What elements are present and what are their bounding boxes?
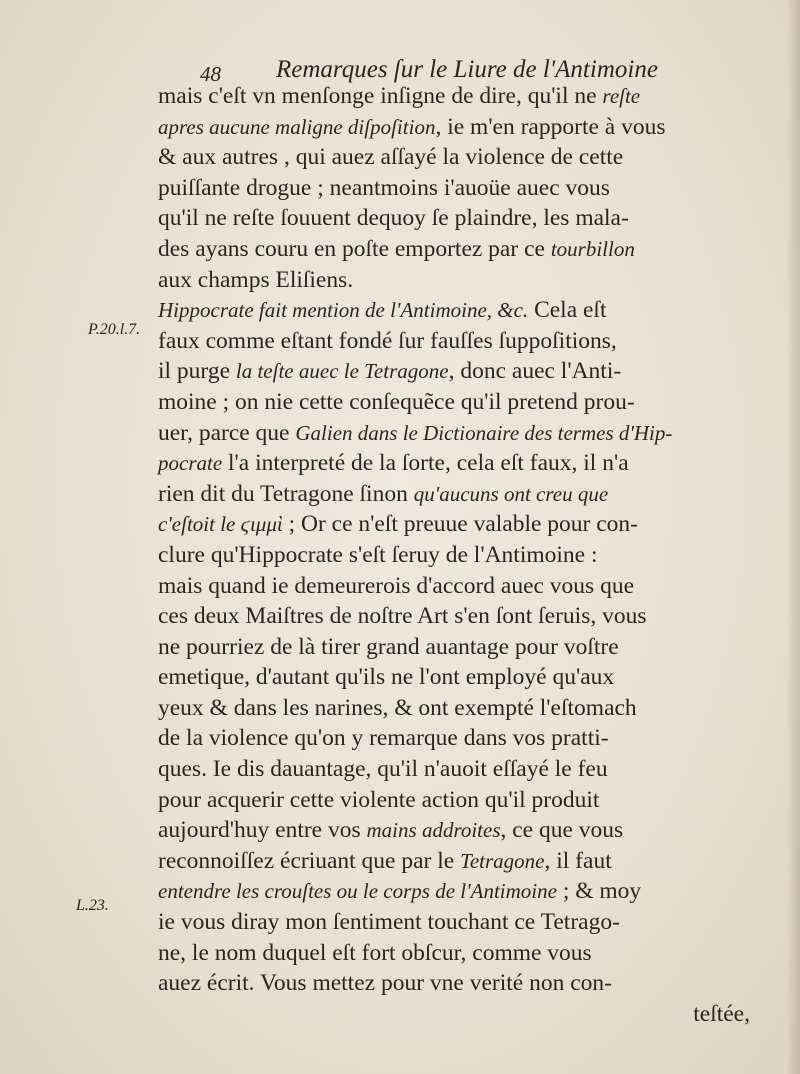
text-line: [158, 173, 758, 204]
text-line: [158, 723, 758, 754]
text-run: , ce que vous: [500, 817, 624, 844]
text-line: [158, 509, 758, 540]
text-run: ie vous diray mon ſentiment touchant ce Tetrago-: [158, 909, 620, 936]
italic-phrase: c'eſtoit le ϛιμμὶ: [158, 512, 283, 537]
text-line: [158, 662, 758, 693]
text-line: [158, 571, 758, 602]
text-run: qu'il ne reſte ſouuent dequoy ſe plaindre, les mala-: [158, 205, 629, 232]
text-run: uer, parce que: [158, 419, 296, 446]
text-run: auez écrit. Vous mettez pour vne verité non con-: [158, 970, 612, 997]
text-line: [158, 418, 758, 449]
margin-note-reference: L.23.: [76, 897, 109, 914]
text-line: [158, 938, 758, 969]
text-run: , ie m'en rapporte à vous: [435, 113, 666, 140]
text-run: ques. Ie dis dauantage, qu'il n'auoit eſſayé le feu: [158, 756, 608, 783]
italic-phrase: mains addroites: [366, 818, 501, 843]
text-line: [158, 632, 758, 663]
text-run: , donc auec l'Anti-: [448, 358, 622, 385]
italic-phrase: Hippocrate fait mention de l'Antimoine, &c.: [158, 298, 529, 323]
text-line: [158, 693, 758, 724]
text-run: faux comme eſtant fondé ſur fauſſes ſuppoſitions,: [158, 327, 617, 354]
text-line: [158, 479, 758, 510]
text-run: ; & moy: [556, 878, 642, 905]
text-line: [158, 81, 758, 112]
text-line: [158, 448, 758, 479]
text-line: [158, 112, 758, 143]
italic-phrase: entendre les crouſtes ou le corps de l'Antimoine: [158, 879, 557, 904]
text-line: [158, 785, 758, 816]
page-edge-shadow: [786, 0, 800, 1074]
text-run: rien dit du Tetragone ſinon: [158, 480, 414, 507]
text-run: de la violence qu'on y remarque dans vos pratti-: [158, 725, 609, 752]
text-line: [158, 815, 758, 846]
page-number: 48: [200, 62, 221, 86]
body-text: [158, 81, 758, 1029]
italic-phrase: reſte: [602, 84, 641, 108]
text-run: mais quand ie demeurerois d'accord auec vous que: [158, 572, 635, 599]
text-run: yeux & dans les narines, & ont exempté l'eſtomach: [158, 694, 637, 721]
running-title: Remarques ſur le Liure de l'Antimoine: [276, 56, 658, 83]
text-line: [158, 142, 758, 173]
text-run: ne pourriez de là tirer grand auantage pour voſtre: [158, 633, 619, 660]
text-run: & aux autres , qui auez aſſayé la violence de cette: [158, 144, 624, 171]
text-line: [158, 907, 758, 938]
text-line: [158, 234, 758, 265]
italic-phrase: apres aucune maligne diſpoſition: [158, 114, 436, 139]
text-run: clure qu'Hippocrate s'eſt ſeruy de l'Antimoine :: [158, 541, 598, 568]
text-run: puiſſante drogue ; neantmoins i'auoüe auec vous: [158, 174, 610, 201]
text-line: [158, 203, 758, 234]
text-run: reconnoiſſez écriuant que par le: [158, 847, 461, 874]
text-run: moine ; on nie cette conſequẽce qu'il pretend prou-: [158, 388, 635, 415]
text-run: ; Or ce n'eſt preuue valable pour con-: [282, 511, 638, 538]
italic-phrase: pocrate: [158, 451, 223, 476]
text-run: il purge: [158, 358, 236, 385]
text-line: [158, 356, 758, 387]
text-line: [158, 540, 758, 571]
text-line: [158, 387, 758, 418]
text-line: [158, 601, 758, 632]
text-run: aux champs Eliſiens.: [158, 266, 354, 293]
margin-note-reference: P.20.l.7.: [88, 321, 141, 338]
text-line: [158, 326, 758, 357]
text-run: l'a interpreté de la ſorte, cela eſt faux, il n'a: [222, 450, 629, 477]
italic-phrase: Tetragone: [460, 848, 545, 873]
text-run: , il faut: [544, 847, 612, 874]
text-line: [158, 846, 758, 877]
text-run: Cela eſt: [528, 297, 607, 324]
text-line: [158, 999, 758, 1030]
italic-phrase: qu'aucuns ont creu que: [413, 481, 609, 506]
text-run: pour acquerir cette violente action qu'il produit: [158, 786, 600, 813]
italic-phrase: la teſte auec le Tetragone: [235, 359, 449, 384]
text-line: [158, 754, 758, 785]
text-run: ces deux Maiſtres de noſtre Art s'en ſont ſeruis, vous: [158, 603, 647, 630]
italic-phrase: Galien dans le Dictionaire des termes d'Hip-: [295, 420, 673, 445]
text-line: [158, 265, 758, 296]
text-run: ne, le nom duquel eſt fort obſcur, comme vous: [158, 939, 592, 966]
text-run: mais c'eſt vn menſonge inſigne de dire, qu'il ne: [158, 83, 603, 109]
text-line: [158, 876, 758, 907]
text-run: teſtée,: [693, 1000, 750, 1027]
text-line: [158, 968, 758, 999]
text-run: des ayans couru en poſte emportez par ce: [158, 235, 551, 262]
text-run: aujourd'huy entre vos: [158, 817, 367, 844]
text-line: [158, 295, 758, 326]
text-run: emetique, d'autant qu'ils ne l'ont employé qu'aux: [158, 664, 615, 691]
italic-phrase: tourbillon: [550, 236, 635, 261]
